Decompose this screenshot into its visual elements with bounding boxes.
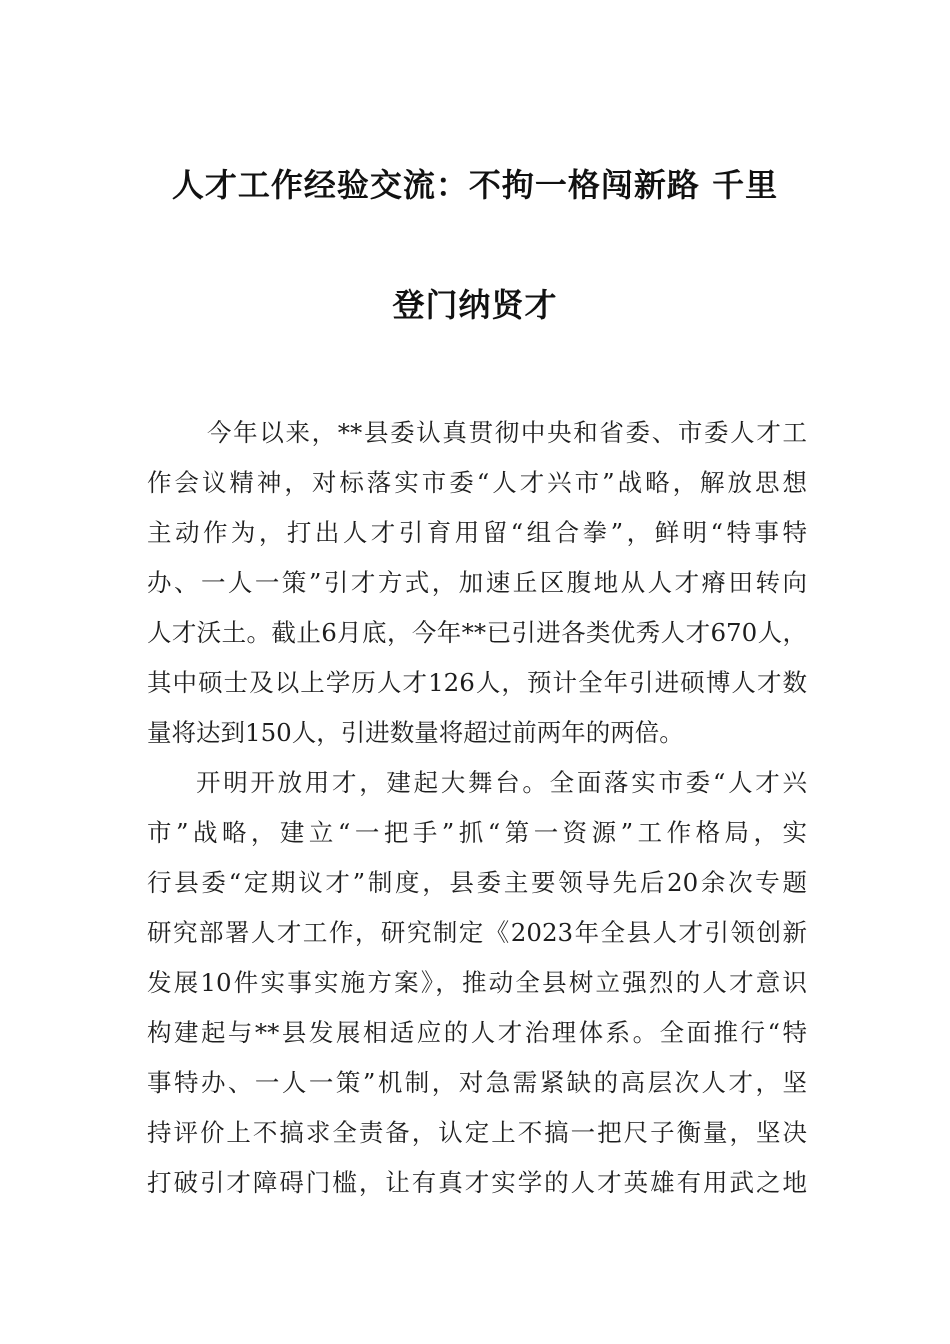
text-line: 开明开放用才，建起大舞台。全面落实市委“人才兴 xyxy=(196,768,807,797)
text-line: 办、一人一策”引才方式，加速丘区腹地从人才瘠田转向 xyxy=(147,568,807,597)
text-line: 作会议精神，对标落实市委“人才兴市”战略，解放思想 xyxy=(147,468,807,497)
text-line: 打破引才障碍门槛，让有真才实学的人才英雄有用武之地 xyxy=(147,1168,807,1197)
document-title-line-1: 人才工作经验交流：不拘一格闯新路 千里 xyxy=(171,166,779,204)
text-line: 行县委“定期议才”制度，县委主要领导先后20余次专题 xyxy=(147,868,807,897)
text-line: 发展10件实事实施方案》，推动全县树立强烈的人才意识 xyxy=(147,968,807,997)
text-line: 今年以来，**县委认真贯彻中央和省委、市委人才工 xyxy=(207,418,807,447)
document-title-line-2: 登门纳贤才 xyxy=(392,286,558,324)
paragraph-1 xyxy=(147,408,807,758)
document-body xyxy=(147,408,807,1208)
text-line: 市”战略，建立“一把手”抓“第一资源”工作格局，实 xyxy=(147,818,807,847)
text-line: 持评价上不搞求全责备，认定上不搞一把尺子衡量，坚决 xyxy=(147,1118,807,1147)
text-line: 人才沃土。截止6月底，今年**已引进各类优秀人才670人， xyxy=(147,618,807,647)
text-line: 主动作为，打出人才引育用留“组合拳”，鲜明“特事特 xyxy=(147,518,807,547)
text-line: 构建起与**县发展相适应的人才治理体系。全面推行“特 xyxy=(147,1018,807,1047)
text-line: 量将达到150人，引进数量将超过前两年的两倍。 xyxy=(147,718,684,747)
text-line: 事特办、一人一策”机制，对急需紧缺的高层次人才，坚 xyxy=(147,1068,807,1097)
paragraph-2 xyxy=(147,758,807,1208)
text-line: 其中硕士及以上学历人才126人，预计全年引进硕博人才数 xyxy=(147,668,807,697)
text-line: 研究部署人才工作，研究制定《2023年全县人才引领创新 xyxy=(147,918,807,947)
